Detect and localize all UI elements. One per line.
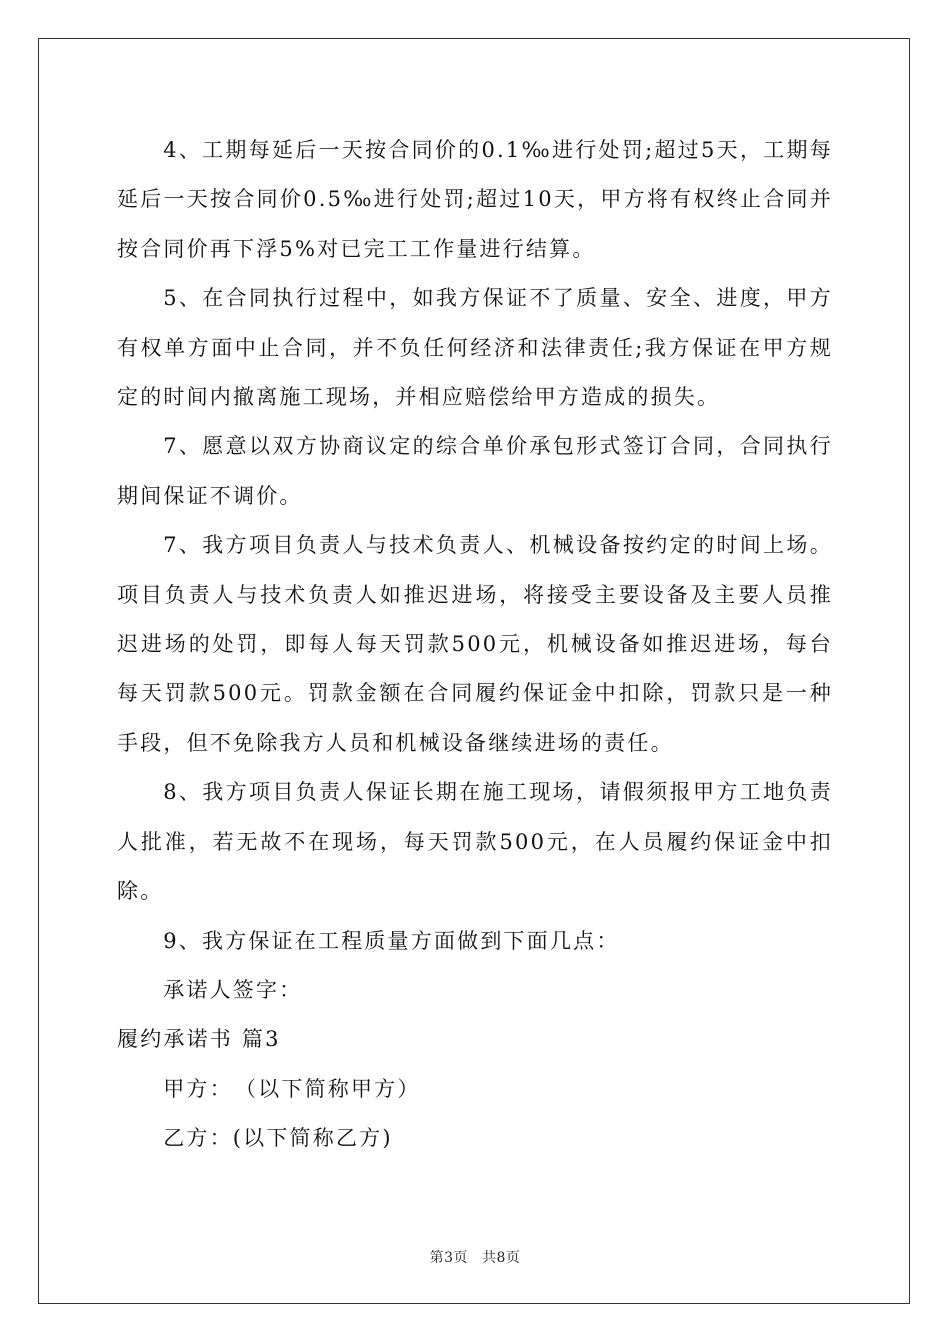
clause-9-quality: 9、我方保证在工程质量方面做到下面几点：	[163, 928, 620, 953]
party-b-line: 乙方：(以下简称乙方)	[163, 1126, 393, 1151]
party-a-line: 甲方： （以下简称甲方）	[163, 1076, 421, 1101]
clause-7-fixed-price: 7、愿意以双方协商议定的综合单价承包形式签订合同，合同执行期间保证不调价。	[117, 434, 833, 508]
section-heading: 履约承诺书 篇3	[117, 1027, 281, 1052]
document-body	[117, 126, 833, 1164]
page-number: 第3页	[429, 1250, 468, 1266]
clause-5-termination: 5、在合同执行过程中，如我方保证不了质量、安全、进度，甲方有权单方面中止合同，并不负任何经济和法律责任;我方保证在甲方规定的时间内撤离施工现场，并相应赔偿给甲方造成的损失。	[117, 286, 833, 410]
signature-line: 承诺人签字：	[163, 977, 303, 1002]
clause-8-project-lead-presence: 8、我方项目负责人保证长期在施工现场，请假须报甲方工地负责人批准，若无故不在现场，每天罚款500元，在人员履约保证金中扣除。	[117, 780, 833, 904]
page-footer	[0, 1247, 950, 1267]
clause-4-delay-penalty: 4、工期每延后一天按合同价的0.1‰进行处罚;超过5天，工期每延后一天按合同价0.5‰进行处罚;超过10天，甲方将有权终止合同并按合同价再下浮5%对已完工工作量进行结算。	[117, 138, 833, 261]
page-total: 共8页	[482, 1250, 521, 1266]
clause-7-personnel-schedule: 7、我方项目负责人与技术负责人、机械设备按约定的时间上场。项目负责人与技术负责人如推迟进场，将接受主要设备及主要人员推迟进场的处罚，即每人每天罚款500元，机械设备如推迟进场，每台每天罚款500元。罚款金额在合同履约保证金中扣除，罚款只是一种手段，但不免除我方人员和机械设备继续进场的责任。	[117, 533, 833, 755]
